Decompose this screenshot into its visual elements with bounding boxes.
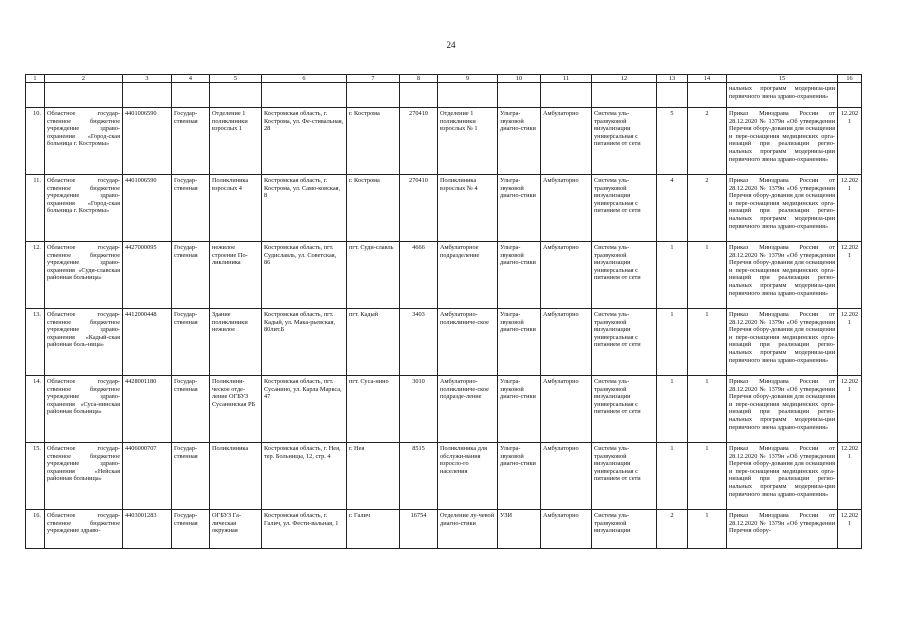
organization-name: Областное государ-ственное бюджетное учреждение здраво-охранения «Нейская районная больница»	[45, 443, 123, 510]
quantity-planned: 2	[688, 175, 727, 242]
continuation-row	[26, 83, 862, 108]
quantity-available: 5	[657, 108, 688, 175]
department: Амбулаторно-поликлиниче-ское	[438, 309, 498, 376]
locality: г. Кострома	[347, 108, 400, 175]
table-row	[26, 510, 862, 549]
table-row	[26, 309, 862, 376]
row-number: 13.	[26, 309, 45, 376]
address: Костромская область, г. Кострома, ул. Само-ковская, 8	[262, 175, 347, 242]
ownership-form: Государ-ственная	[172, 309, 210, 376]
quantity-planned: 1	[688, 376, 727, 443]
inn: 4406000707	[123, 443, 172, 510]
column-number: 4	[172, 75, 210, 83]
inn: 4403001283	[123, 510, 172, 549]
cabinet-profile: УЗИ	[498, 510, 541, 549]
column-number: 15	[727, 75, 838, 83]
column-number: 11	[541, 75, 592, 83]
department: Амбулаторное подразделение	[438, 242, 498, 309]
department: Поликлиника взрослых № 4	[438, 175, 498, 242]
cabinet-profile: Ультра-звуковой диагно-стики	[498, 443, 541, 510]
delivery-date: 12.2021	[838, 443, 862, 510]
column-number: 13	[657, 75, 688, 83]
column-number: 9	[438, 75, 498, 83]
delivery-date: 12.2021	[838, 376, 862, 443]
building-name: Поликлини-ческое отде-ление ОГБУЗ Сусанинская РБ	[210, 376, 262, 443]
equipment-name: Система уль-тразвуковой визуализации универсальная с питанием от сети	[592, 175, 657, 242]
column-number: 7	[347, 75, 400, 83]
locality: пгт. Суди-славль	[347, 242, 400, 309]
table-row	[26, 108, 862, 175]
building-name: Поликлиника взрослых 4	[210, 175, 262, 242]
inn: 4401006590	[123, 175, 172, 242]
care-condition: Амбулаторно	[541, 376, 592, 443]
table-cell	[210, 83, 262, 108]
locality: г. Кострома	[347, 175, 400, 242]
department: Отделение лу-чевой диагно-стики	[438, 510, 498, 549]
organization-name: Областное государ-ственное бюджетное учреждение здраво-охранения «Суса-нинская районная больница»	[45, 376, 123, 443]
table-cell	[123, 83, 172, 108]
address: Костромская область, пгт. Кадый, ул. Мака-рьевская, 80лит.Б	[262, 309, 347, 376]
table-cell	[498, 83, 541, 108]
department: Поликлиника для обслужи-вания взросло-го населения	[438, 443, 498, 510]
column-number: 1	[26, 75, 45, 83]
table-cell	[45, 83, 123, 108]
cabinet-profile: Ультра-звуковой диагно-стики	[498, 175, 541, 242]
table-row	[26, 443, 862, 510]
column-number: 3	[123, 75, 172, 83]
delivery-date: 12.2021	[838, 108, 862, 175]
cabinet-profile: Ультра-звуковой диагно-стики	[498, 376, 541, 443]
row-number: 15.	[26, 443, 45, 510]
building-name: нежилое строение По-ликлиника	[210, 242, 262, 309]
order-reference: Приказ Минздрава России от 28.12.2020 № 1379н «Об утверждении Перечня обору-дования для оснащения и пере-оснащения медицинских орга-низаций при реализации регио-нальных программ модерниза-ции первичного звена здраво-охранения»	[727, 108, 838, 175]
organization-name: Областное государ-ственное бюджетное учреждение здраво-	[45, 510, 123, 549]
delivery-date: 12.2021	[838, 510, 862, 549]
table-cell	[838, 83, 862, 108]
address: Костромская область, пгт. Сусанино, ул. Карла Маркса, 47	[262, 376, 347, 443]
delivery-date: 12.2021	[838, 309, 862, 376]
care-condition: Амбулаторно	[541, 309, 592, 376]
locality: пгт. Суса-нино	[347, 376, 400, 443]
column-number: 8	[400, 75, 438, 83]
table-cell	[262, 83, 347, 108]
building-name: ОГБУЗ Га-лическая окружная	[210, 510, 262, 549]
quantity-available: 1	[657, 309, 688, 376]
population: 4666	[400, 242, 438, 309]
equipment-table	[25, 74, 862, 549]
table-row	[26, 376, 862, 443]
ownership-form: Государ-ственная	[172, 108, 210, 175]
ownership-form: Государ-ственная	[172, 376, 210, 443]
column-number: 10	[498, 75, 541, 83]
organization-name: Областное государ-ственное бюджетное учреждение здраво-охранения «Город-ская больница г. Костромы»	[45, 175, 123, 242]
ownership-form: Государ-ственная	[172, 443, 210, 510]
column-number: 12	[592, 75, 657, 83]
equipment-name: Система уль-тразвуковой визуализации универсальная с питанием от сети	[592, 242, 657, 309]
inn: 4412000448	[123, 309, 172, 376]
quantity-available: 2	[657, 510, 688, 549]
table-cell	[400, 83, 438, 108]
cabinet-profile: Ультра-звуковой диагно-стики	[498, 108, 541, 175]
building-name: Отделение 1 поликлиники взрослых 1	[210, 108, 262, 175]
row-number: 10.	[26, 108, 45, 175]
column-number: 14	[688, 75, 727, 83]
ownership-form: Государ-ственная	[172, 175, 210, 242]
table-cell	[688, 83, 727, 108]
table-cell	[541, 83, 592, 108]
quantity-planned: 2	[688, 108, 727, 175]
column-number-row	[26, 75, 862, 83]
department: Отделение 1 поликлиники взрослых № 1	[438, 108, 498, 175]
department: Амбулаторно-поликлиниче-ское подразде-ление	[438, 376, 498, 443]
table-row	[26, 242, 862, 309]
equipment-name: Система уль-тразвуковой визуализации	[592, 510, 657, 549]
equipment-name: Система уль-тразвуковой визуализации универсальная с питанием от сети	[592, 443, 657, 510]
quantity-available: 1	[657, 376, 688, 443]
equipment-name: Система уль-тразвуковой визуализации универсальная с питанием от сети	[592, 108, 657, 175]
inn: 4427000095	[123, 242, 172, 309]
row-number: 14.	[26, 376, 45, 443]
quantity-available: 4	[657, 175, 688, 242]
population: 16754	[400, 510, 438, 549]
column-number: 5	[210, 75, 262, 83]
population: 3010	[400, 376, 438, 443]
table-cell	[592, 83, 657, 108]
inn: 4428001180	[123, 376, 172, 443]
address: Костромская область, пгт. Судиславль, ул. Советская, 86	[262, 242, 347, 309]
order-reference: Приказ Минздрава России от 28.12.2020 № 1379н «Об утверждении Перечня обору-дования для оснащения и пере-оснащения медицинских орга-низаций при реализации регио-нальных программ модерниза-ции первичного звена здраво-охранения»	[727, 175, 838, 242]
quantity-available: 1	[657, 443, 688, 510]
equipment-name: Система уль-тразвуковой визуализации универсальная с питанием от сети	[592, 309, 657, 376]
page-number: 24	[446, 40, 456, 50]
delivery-date: 12.2021	[838, 175, 862, 242]
locality: г. Галич	[347, 510, 400, 549]
order-reference: Приказ Минздрава России от 28.12.2020 № 1379н «Об утверждении Перечня обору-дования для оснащения и пере-оснащения медицинских орга-низаций при реализации регио-нальных программ модерниза-ции первичного звена здраво-охранения»	[727, 443, 838, 510]
order-reference-continuation: нальных программ модерниза-ции первичного звена здраво-охранения»	[727, 83, 838, 108]
population: 3403	[400, 309, 438, 376]
ownership-form: Государ-ственная	[172, 510, 210, 549]
cabinet-profile: Ультра-звуковой диагно-стики	[498, 309, 541, 376]
quantity-available: 1	[657, 242, 688, 309]
population: 270410	[400, 108, 438, 175]
address: Костромская область, г. Галич, ул. Фести-вальная, 1	[262, 510, 347, 549]
equipment-name: Система уль-тразвуковой визуализации универсальная с питанием от сети	[592, 376, 657, 443]
care-condition: Амбулаторно	[541, 510, 592, 549]
care-condition: Амбулаторно	[541, 443, 592, 510]
row-number: 12.	[26, 242, 45, 309]
column-number: 16	[838, 75, 862, 83]
table-cell	[26, 83, 45, 108]
delivery-date: 12.2021	[838, 242, 862, 309]
address: Костромская область, г. Нея, тер. Больницы, 12, стр. 4	[262, 443, 347, 510]
quantity-planned: 1	[688, 510, 727, 549]
order-reference: Приказ Минздрава России от 28.12.2020 № 1379н «Об утверждении Перечня обору-дования для оснащения и пере-оснащения медицинских орга-низаций при реализации регио-нальных программ модерниза-ции первичного звена здраво-охранения»	[727, 309, 838, 376]
cabinet-profile: Ультра-звуковой диагно-стики	[498, 242, 541, 309]
care-condition: Амбулаторно	[541, 108, 592, 175]
row-number: 11.	[26, 175, 45, 242]
column-number: 2	[45, 75, 123, 83]
table-cell	[657, 83, 688, 108]
quantity-planned: 1	[688, 309, 727, 376]
order-reference: Приказ Минздрава России от 28.12.2020 № 1379н «Об утверждении Перечня обору-дования для оснащения и пере-оснащения медицинских орга-низаций при реализации регио-нальных программ модерниза-ции первичного звена здраво-охранения»	[727, 376, 838, 443]
population: 270410	[400, 175, 438, 242]
ownership-form: Государ-ственная	[172, 242, 210, 309]
column-number: 6	[262, 75, 347, 83]
building-name: Поликлиника	[210, 443, 262, 510]
organization-name: Областное государ-ственное бюджетное учреждение здраво-охранения «Кадый-ская районная боль-ница»	[45, 309, 123, 376]
care-condition: Амбулаторно	[541, 175, 592, 242]
building-name: Здание поликлиники нежилое	[210, 309, 262, 376]
table-cell	[347, 83, 400, 108]
row-number: 16.	[26, 510, 45, 549]
order-reference: Приказ Минздрава России от 28.12.2020 № 1379н «Об утверждении Перечня обору-дования для оснащения и пере-оснащения медицинских орга-низаций при реализации регио-нальных программ модерниза-ции первичного звена здраво-охранения»	[727, 242, 838, 309]
care-condition: Амбулаторно	[541, 242, 592, 309]
inn: 4401006590	[123, 108, 172, 175]
table-cell	[172, 83, 210, 108]
address: Костромская область, г. Кострома, ул. Фе-стивальная, 28	[262, 108, 347, 175]
organization-name: Областное государ-ственное бюджетное учреждение здраво-охранения «Город-ская больница г. Костромы»	[45, 108, 123, 175]
population: 8515	[400, 443, 438, 510]
organization-name: Областное государ-ственное бюджетное учреждение здраво-охранения «Суди-славская районная больница»	[45, 242, 123, 309]
quantity-planned: 1	[688, 242, 727, 309]
table-cell	[438, 83, 498, 108]
locality: г. Нея	[347, 443, 400, 510]
locality: пгт. Кадый	[347, 309, 400, 376]
quantity-planned: 1	[688, 443, 727, 510]
table-row	[26, 175, 862, 242]
order-reference: Приказ Минздрава России от 28.12.2020 № 1379н «Об утверждении Перечня обору-	[727, 510, 838, 549]
